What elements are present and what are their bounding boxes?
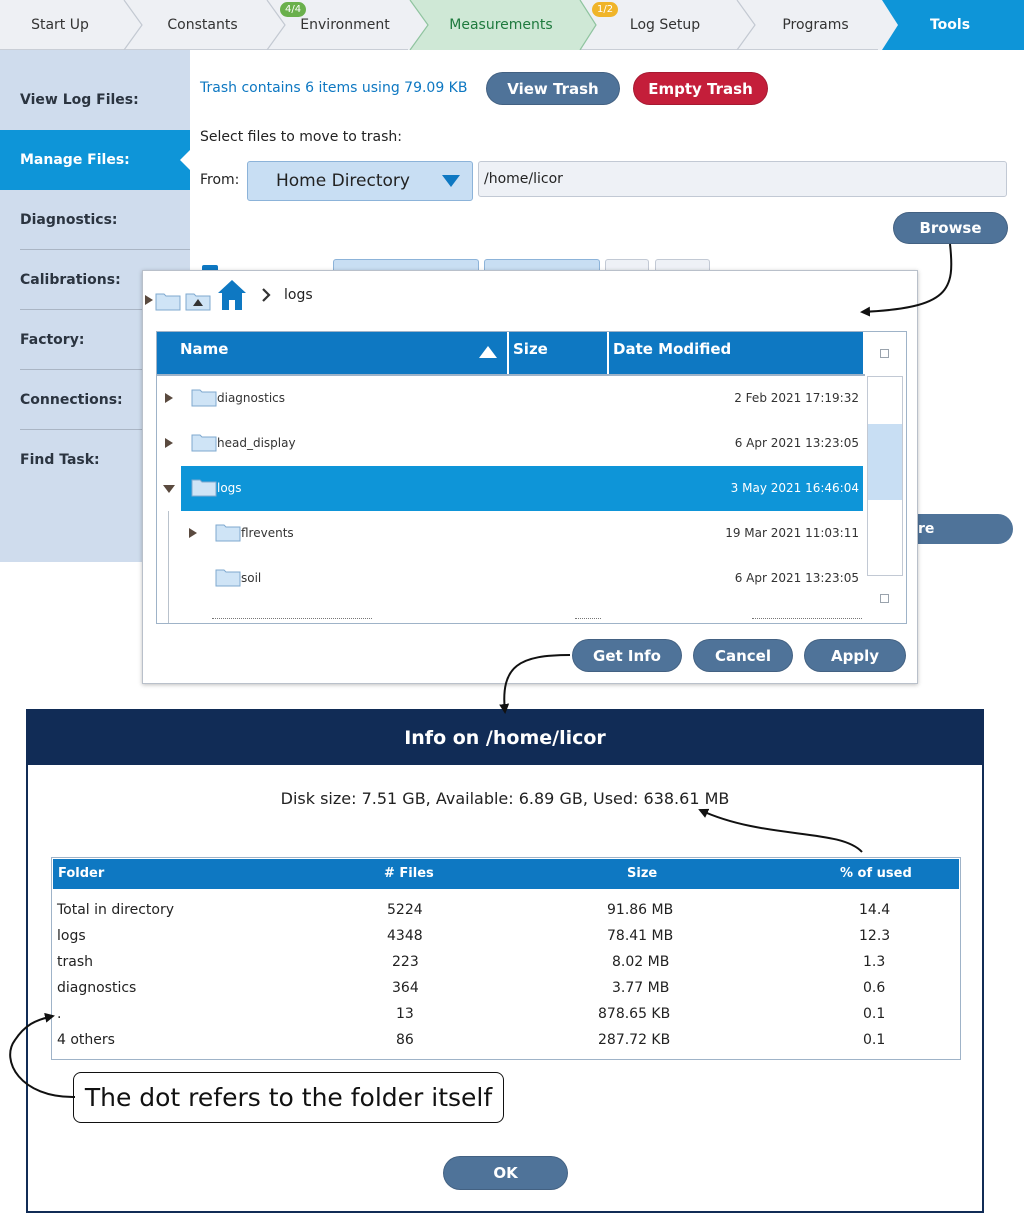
tab-measurements[interactable] [420,0,582,50]
view-trash-button[interactable]: View Trash [486,72,620,105]
cell-folder: . [57,1006,62,1022]
scrollbar-thumb[interactable] [868,424,902,500]
cell-pct: 12.3 [859,928,891,944]
tree-row[interactable] [157,556,863,601]
column-header-pct: % of used [840,866,912,881]
tab-label: Tools [929,17,971,33]
sidebar-item-label: Diagnostics: [20,212,118,228]
sidebar-item-label: Find Task: [20,452,100,468]
sidebar-item-label: Connections: [20,392,123,408]
column-header-date[interactable] [609,332,865,374]
path-field[interactable] [478,161,1007,197]
folder-icon [215,523,241,542]
column-header-folder: Folder [58,866,105,881]
cell-files: 86 [396,1032,414,1048]
tab-programs[interactable] [748,0,883,50]
row-date: 2 Feb 2021 17:19:32 [734,391,859,405]
expand-triangle-icon[interactable] [145,295,153,305]
tree-row[interactable] [157,376,863,421]
folder-icon [191,478,217,497]
file-browser-dialog [142,270,918,684]
folder-icon [215,568,241,587]
tab-separator [122,0,146,50]
row-date: 6 Apr 2021 13:23:05 [734,436,859,450]
sidebar-item-manage-files[interactable] [0,130,190,190]
row-name: logs [217,481,242,495]
row-name: soil [241,571,262,585]
sort-ascending-icon [479,346,497,358]
tab-label: Constants [167,17,238,33]
breadcrumb[interactable]: logs [284,287,313,303]
get-info-button[interactable]: Get Info [572,639,682,672]
cell-pct: 0.1 [863,1006,886,1022]
table-row [52,975,958,1001]
folder-icon [191,433,217,452]
disk-summary: Disk size: 7.51 GB, Available: 6.89 GB, Used: 638.61 MB [280,789,730,808]
annotation-callout: The dot refers to the folder itself [73,1072,504,1123]
cell-pct: 14.4 [859,902,891,918]
row-name: flrevents [241,526,294,540]
checkbox-icon[interactable] [880,349,889,358]
cell-folder: logs [57,928,86,944]
from-dropdown-value: Home Directory [276,171,410,191]
tab-tools[interactable] [890,0,1010,50]
checkbox-column-header [865,332,906,374]
cell-files: 364 [392,980,419,996]
from-label: From: [200,172,240,188]
home-icon[interactable] [217,279,247,311]
sidebar-item-label: View Log Files: [20,92,139,108]
tab-label: Log Setup [629,17,701,33]
table-row [52,923,958,949]
expand-triangle-icon[interactable] [165,438,173,448]
cancel-button[interactable]: Cancel [693,639,793,672]
path-field-value: /home/licor [484,171,563,187]
hidden-button-label: re [918,521,935,537]
table-row [52,1001,958,1027]
tab-label: Programs [782,17,849,33]
tab-separator [878,0,902,50]
cell-files: 4348 [387,928,423,944]
file-table [156,331,907,624]
table-row [52,1027,958,1053]
empty-trash-button[interactable]: Empty Trash [633,72,768,105]
cell-pct: 1.3 [863,954,886,970]
cell-size: 91.86 MB [607,902,674,918]
tree-row[interactable] [157,421,863,466]
tab-label: Environment [300,17,390,33]
column-header-size: Size [627,866,658,881]
column-header-label: Date Modified [613,340,732,358]
cell-files: 13 [396,1006,414,1022]
cell-size: 8.02 MB [612,954,670,970]
cell-pct: 0.1 [863,1032,886,1048]
cell-folder: 4 others [57,1032,115,1048]
sidebar-item-label: Factory: [20,332,85,348]
table-header [53,859,959,889]
select-prompt: Select files to move to trash: [200,129,402,145]
tab-badge-log-setup: 1/2 [592,2,618,17]
tree-row-clipped [212,616,862,624]
sidebar-item-label: Calibrations: [20,272,121,288]
folder-icon [191,388,217,407]
ok-button[interactable]: OK [443,1156,568,1190]
scrollbar[interactable] [865,376,906,624]
from-dropdown[interactable] [247,161,473,201]
column-header-name[interactable] [157,332,509,374]
sidebar-item-view-log-files[interactable] [0,70,190,130]
column-header-files: # Files [384,866,434,881]
cell-folder: diagnostics [57,980,137,996]
cell-files: 5224 [387,902,423,918]
chevron-right-icon [261,287,271,303]
cell-size: 3.77 MB [612,980,670,996]
cell-folder: Total in directory [57,902,174,918]
tab-badge-environment: 4/4 [280,2,306,17]
collapse-triangle-icon[interactable] [163,485,175,493]
row-date: 6 Apr 2021 13:23:05 [734,571,859,585]
tab-separator [408,0,432,50]
cell-files: 223 [392,954,419,970]
table-row [52,949,958,975]
cell-pct: 0.6 [863,980,886,996]
row-date: 3 May 2021 16:46:04 [730,481,859,495]
folder-up-icon[interactable] [185,291,211,311]
cell-size: 878.65 KB [598,1006,671,1022]
folder-usage-table [51,857,961,1060]
tab-label: Start Up [31,17,89,33]
active-indicator-notch [180,150,190,170]
tab-start-up[interactable] [0,0,120,50]
tab-constants[interactable] [140,0,265,50]
column-header-label: Name [180,340,229,358]
column-header-size[interactable] [509,332,609,374]
expand-triangle-icon[interactable] [165,393,173,403]
cell-folder: trash [57,954,93,970]
folder-icon[interactable] [155,291,181,311]
tree-row-selected[interactable] [157,466,863,511]
tab-separator [735,0,759,50]
trash-status: Trash contains 6 items using 79.09 KB [200,80,468,96]
apply-button[interactable]: Apply [804,639,906,672]
row-name: diagnostics [217,391,286,405]
tree-row[interactable] [157,511,863,556]
row-name: head_display [217,436,296,450]
dropdown-arrow-icon [442,175,460,187]
cell-size: 287.72 KB [598,1032,671,1048]
sidebar-item-label: Manage Files: [20,152,130,168]
expand-triangle-icon[interactable] [189,528,197,538]
cell-size: 78.41 MB [607,928,674,944]
tab-bar [0,0,1024,50]
tab-label: Measurements [449,17,553,33]
table-row [52,897,958,923]
column-header-label: Size [513,340,548,358]
row-date: 19 Mar 2021 11:03:11 [725,526,859,540]
browse-button[interactable]: Browse [893,212,1008,244]
dialog-title: Info on /home/licor [28,711,982,765]
info-dialog [26,709,984,1213]
checkbox-icon[interactable] [880,594,889,603]
sidebar-item-diagnostics[interactable] [0,190,190,250]
